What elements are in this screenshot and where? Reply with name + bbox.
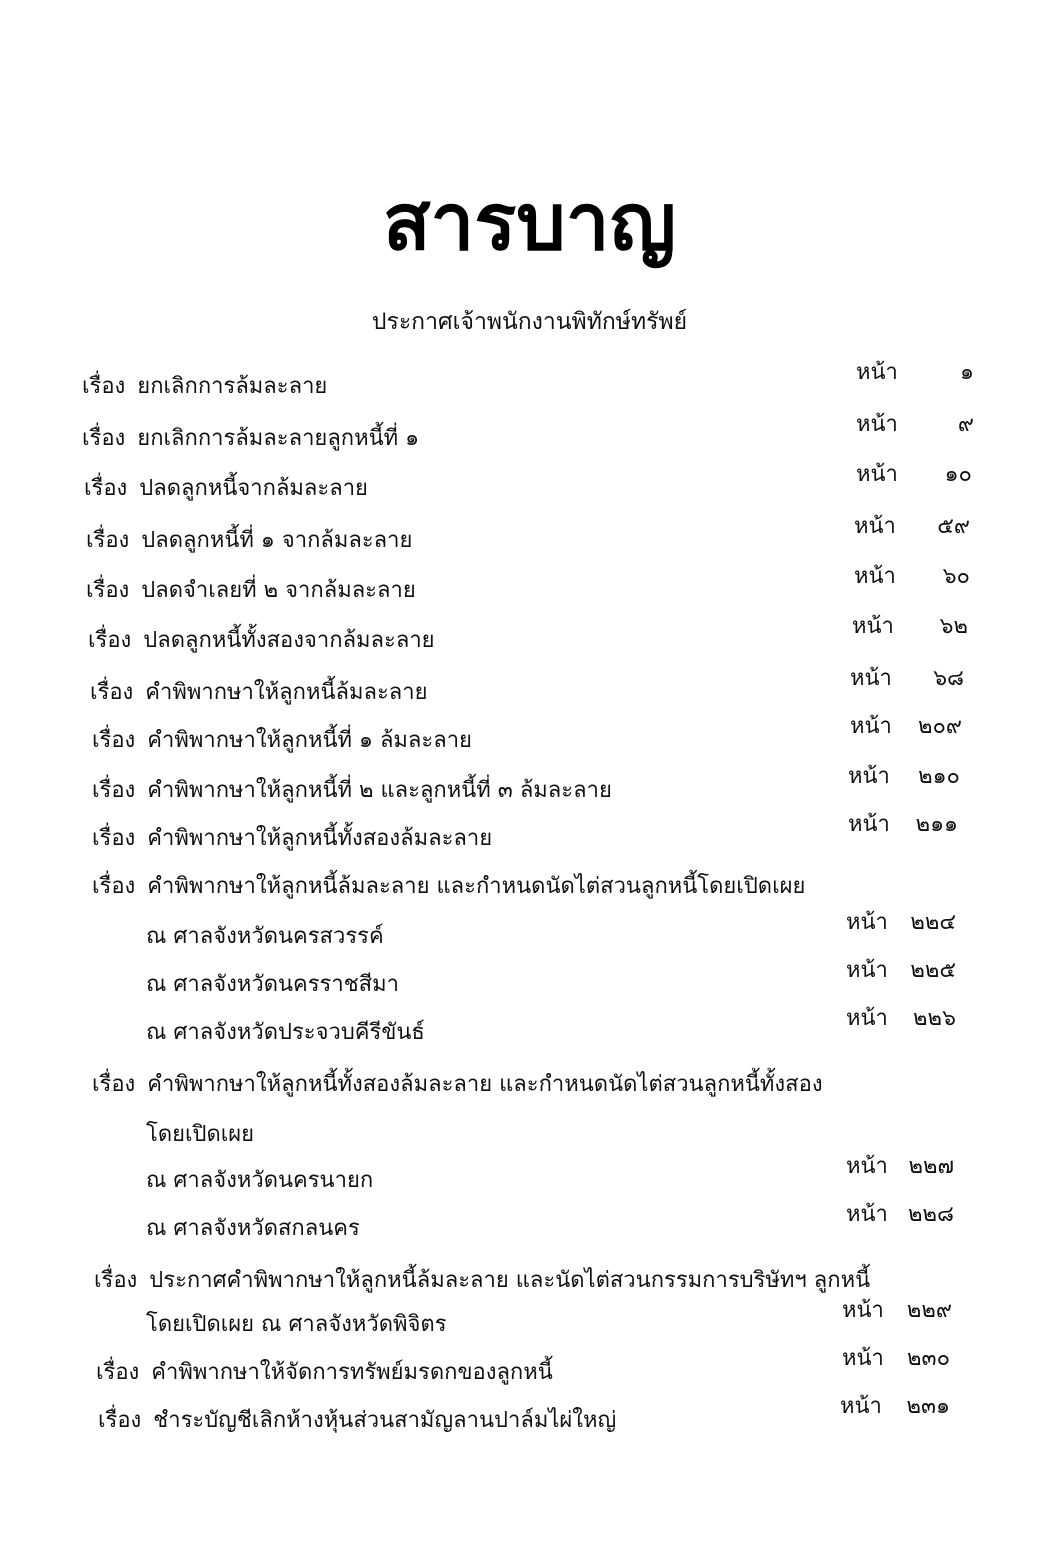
toc-entry-title: ปลดลูกหนี้ที่ ๑ จากล้มละลาย	[141, 528, 413, 553]
page-number: ๒๒๕	[910, 958, 956, 983]
page-label: หน้า	[856, 412, 898, 437]
toc-entry-text	[92, 722, 472, 757]
toc-entry-title: ชำระบัญชีเลิกห้างหุ้นส่วนสามัญลานปาล์มไผ่ใหญ่	[153, 1408, 617, 1433]
toc-entry-prefix: เรื่อง	[86, 578, 130, 603]
page-label: หน้า	[850, 666, 892, 691]
toc-entry-text	[96, 1354, 553, 1389]
toc-entry-title: คำพิพากษาให้ลูกหนี้ทั้งสองล้มละลาย และกำหนดนัดไต่สวนลูกหนี้ทั้งสอง	[147, 1072, 823, 1097]
toc-entry-title: คำพิพากษาให้ลูกหนี้ทั้งสองล้มละลาย	[147, 826, 493, 851]
page-number: ๒๑๐	[918, 764, 960, 789]
toc-entry-title: ปลดลูกหนี้ทั้งสองจากล้มละลาย	[143, 628, 435, 653]
page-number: ๒๒๗	[908, 1154, 954, 1179]
toc-entry	[0, 714, 1059, 762]
toc-entry-prefix: เรื่อง	[92, 728, 136, 753]
toc-entry-prefix: เรื่อง	[94, 1268, 138, 1293]
toc-entry-text	[82, 420, 419, 455]
page-label: หน้า	[856, 462, 898, 487]
page-label: หน้า	[846, 1006, 888, 1031]
toc-entry-text	[92, 868, 805, 903]
toc-entry-prefix: เรื่อง	[92, 1072, 136, 1097]
toc-entry-title: ณ ศาลจังหวัดนครนายก	[146, 1168, 374, 1193]
page-number: ๒๒๖	[913, 1006, 956, 1031]
toc-entry-text	[84, 470, 368, 505]
page-label: หน้า	[854, 564, 896, 589]
page-label: หน้า	[842, 1298, 884, 1323]
toc-entry	[0, 1202, 1059, 1250]
toc-entry-text	[146, 1014, 425, 1049]
toc-entry-title: ปลดจำเลยที่ ๒ จากล้มละลาย	[141, 578, 416, 603]
toc-entry-text	[92, 1066, 823, 1101]
toc-entry-prefix: เรื่อง	[86, 528, 130, 553]
page-number: ๙	[957, 412, 974, 437]
page-number: ๑๐	[944, 462, 972, 487]
toc-entry	[0, 462, 1059, 510]
page-number: ๖๘	[933, 666, 964, 691]
toc-entry-title: ยกเลิกการล้มละลายลูกหนี้ที่ ๑	[137, 426, 420, 451]
toc-entry-text	[92, 820, 492, 855]
toc-entry-text	[146, 1210, 360, 1245]
toc-entry-title: คำพิพากษาให้จัดการทรัพย์มรดกของลูกหนี้	[151, 1360, 553, 1385]
toc-entry-prefix: เรื่อง	[92, 826, 136, 851]
toc-entry-prefix: เรื่อง	[84, 476, 128, 501]
toc-entry-text	[90, 674, 428, 709]
toc-entry-text	[92, 772, 612, 807]
page-number: ๒๓๐	[907, 1346, 950, 1371]
page-label: หน้า	[854, 514, 896, 539]
page-label: หน้า	[846, 1154, 888, 1179]
toc-entry-text	[146, 918, 384, 953]
toc-entry-title: ณ ศาลจังหวัดประจวบคีรีขันธ์	[146, 1020, 425, 1045]
toc-entry-title: ยกเลิกการล้มละลาย	[137, 374, 328, 399]
toc-entry	[0, 412, 1059, 460]
page-label: หน้า	[842, 1346, 884, 1371]
page-number: ๒๓๑	[906, 1394, 950, 1419]
toc-entry-title: ปลดลูกหนี้จากล้มละลาย	[139, 476, 368, 501]
toc-entry-prefix: เรื่อง	[96, 1360, 140, 1385]
toc-entry-text	[88, 622, 435, 657]
page-label: หน้า	[852, 614, 894, 639]
page-number: ๒๒๘	[908, 1202, 954, 1227]
toc-entry-title: ณ ศาลจังหวัดนครสวรรค์	[146, 924, 384, 949]
page-label: หน้า	[848, 764, 890, 789]
toc-entry-text	[146, 1162, 373, 1197]
page-label: หน้า	[850, 714, 892, 739]
toc-entry	[0, 812, 1059, 860]
toc-entry-text	[86, 572, 416, 607]
toc-entry-text	[146, 1306, 447, 1341]
page-number: ๒๒๔	[910, 910, 956, 935]
document-title: สารบาญ	[382, 178, 677, 268]
toc-entry	[0, 360, 1059, 408]
toc-entry	[0, 564, 1059, 612]
toc-entry	[0, 1394, 1059, 1442]
toc-entry-title: ณ ศาลจังหวัดสกลนคร	[146, 1216, 360, 1241]
page-label: หน้า	[846, 958, 888, 983]
page-label: หน้า	[848, 812, 890, 837]
toc-entry-text	[98, 1402, 616, 1437]
page-number: ๒๐๙	[917, 714, 962, 739]
toc-entry	[0, 514, 1059, 562]
toc-entry-prefix: เรื่อง	[82, 426, 126, 451]
page-label: หน้า	[846, 910, 888, 935]
page-number: ๕๙	[937, 514, 970, 539]
toc-entry-text	[86, 522, 412, 557]
page-number: ๒๑๑	[915, 812, 958, 837]
page-number: ๖๐	[942, 564, 970, 589]
page-label: หน้า	[856, 360, 898, 385]
toc-entry-text	[94, 1262, 870, 1297]
toc-entry	[0, 1066, 1059, 1106]
toc-entry-prefix: เรื่อง	[92, 874, 136, 899]
toc-entry-title: คำพิพากษาให้ลูกหนี้ที่ ๒ และลูกหนี้ที่ ๓ ล้มละลาย	[147, 778, 612, 803]
page-label: หน้า	[840, 1394, 882, 1419]
toc-entry-title: คำพิพากษาให้ลูกหนี้ล้มละลาย และกำหนดนัดไต่สวนลูกหนี้โดยเปิดเผย	[147, 874, 806, 899]
toc-entry	[0, 614, 1059, 662]
section-heading: ประกาศเจ้าพนักงานพิทักษ์ทรัพย์	[371, 309, 688, 335]
toc-entry-prefix: เรื่อง	[98, 1408, 142, 1433]
toc-entry-prefix: เรื่อง	[88, 628, 132, 653]
page-number: ๖๒	[939, 614, 968, 639]
toc-entry-title: คำพิพากษาให้ลูกหนี้ล้มละลาย	[145, 680, 428, 705]
toc-entry-prefix: เรื่อง	[90, 680, 134, 705]
page-number: ๒๒๙	[906, 1298, 952, 1323]
toc-entry-prefix: เรื่อง	[92, 778, 136, 803]
toc-entry-prefix: เรื่อง	[82, 374, 126, 399]
toc-entry-title: ประกาศคำพิพากษาให้ลูกหนี้ล้มละลาย และนัดไต่สวนกรรมการบริษัทฯ ลูกหนี้	[149, 1268, 871, 1293]
toc-entry-title: โดยเปิดเผย	[146, 1122, 255, 1147]
toc-entry-text	[146, 1116, 254, 1151]
page-number: ๑	[960, 360, 974, 385]
toc-entry	[0, 868, 1059, 908]
page-label: หน้า	[846, 1202, 888, 1227]
toc-entry-title: คำพิพากษาให้ลูกหนี้ที่ ๑ ล้มละลาย	[147, 728, 472, 753]
toc-entry-text	[146, 966, 399, 1001]
toc-entry-title: โดยเปิดเผย ณ ศาลจังหวัดพิจิตร	[146, 1312, 447, 1337]
toc-entry	[0, 1006, 1059, 1054]
toc-entry-title: ณ ศาลจังหวัดนครราชสีมา	[146, 972, 399, 997]
toc-entry-text	[82, 368, 327, 403]
